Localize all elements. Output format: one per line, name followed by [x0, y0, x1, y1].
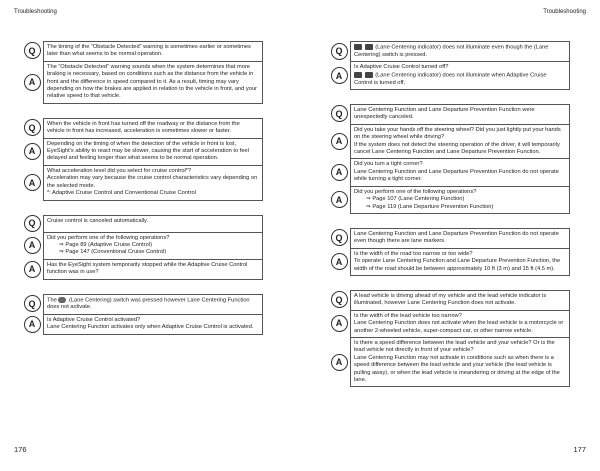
question-badge: Q	[331, 105, 348, 122]
answer-question: What acceleration level did you select for cruise control*?	[47, 167, 192, 174]
answer-detail: Lane Centering Function activates only when Adaptive Cruise Control is activated.	[47, 324, 254, 331]
answer-detail: To operate Lane Centering Function and Lane Departure Prevention Function, the width of the road should be between approximately 10 ft (3 m) and 15 ft (4.5 m).	[354, 258, 561, 272]
right-column	[328, 41, 570, 401]
answer-text: The “Obstacle Detected” warning sounds when the system determines that more braking is necessary, based on conditions such as the distance from the vehicle in front and the difference in speed compared to it. As a result, timing may vary depending on how the brakes are applied in relation to the vehicle in front, and your relative speed to that vehicle.	[43, 61, 263, 104]
answer-question: Did you take your hands off the steering wheel? Did you just lightly put your hands on the steering wheel while driving?	[354, 126, 561, 141]
left-column	[21, 41, 263, 349]
answer-text: Has the EyeSight system temporarily stopped while the Adaptive Cruise Control function was in use?	[43, 259, 263, 280]
answer-detail: If the system does not detect the steering operation of the driver, it will temporarily cancel Lane Centering Function and Lane Departure Prevention Function.	[354, 141, 560, 156]
page-reference-link[interactable]: ⇒ Page 119 (Lane Departure Prevention Function)	[366, 203, 494, 210]
page-reference-link[interactable]: ⇒ Page 89 (Adaptive Cruise Control)	[59, 241, 152, 248]
answer-detail	[354, 72, 566, 87]
answer-badge: A	[331, 191, 348, 208]
answer-detail: Lane Centering Function and Lane Departure Prevention Function do not operate while turning a tight corner.	[354, 168, 559, 183]
lane-centering-indicator-icon	[354, 44, 362, 50]
lane-centering-indicator-alt-icon	[365, 72, 373, 78]
question-text	[43, 294, 263, 314]
answer-badge: A	[331, 253, 348, 270]
answer-badge: A	[24, 143, 41, 160]
page-number-right: 177	[573, 445, 586, 454]
answer-text	[350, 337, 570, 387]
answer-detail: Acceleration may vary because the cruise control characteristics vary depending on the selected mode.	[47, 175, 258, 189]
answer-badge: A	[331, 133, 348, 150]
qa-block-cruise-canceled	[21, 215, 263, 280]
answer-text	[350, 248, 570, 276]
page-number-left: 176	[14, 445, 27, 454]
question-text-body: (Lane Centering indicator) does not illuminate even though the (Lane Centering) switch is pressed.	[354, 44, 549, 58]
answer-question: Is the width of the lead vehicle too narrow?	[354, 312, 462, 319]
question-badge: Q	[331, 43, 348, 60]
answer-question: Is Adaptive Cruise Control activated?	[47, 316, 141, 323]
answer-question: Is there a speed difference between the lead vehicle and your vehicle? Or is the lead vehicle not directly in front of your vehicle?	[354, 339, 555, 354]
answer-text	[350, 186, 570, 214]
answer-text	[350, 124, 570, 159]
answer-footnote: *: Adaptive Cruise Control and Conventional Cruise Control	[47, 190, 196, 197]
running-header-left: Troubleshooting	[14, 9, 57, 15]
qa-block-lane-indicator	[328, 41, 570, 90]
answer-badge: A	[24, 237, 41, 254]
question-text: Lane Centering Function and Lane Departure Prevention Function were unexpectedly canceled.	[350, 104, 570, 124]
question-badge: Q	[24, 42, 41, 59]
question-text: Cruise control is canceled automatically.	[43, 215, 263, 232]
question-text: A lead vehicle is driving ahead of my vehicle and the lead vehicle indicator is illuminated, however Lane Centering Function does not activate.	[350, 290, 570, 310]
qa-block-acceleration	[21, 118, 263, 201]
answer-text	[350, 310, 570, 337]
question-text-pre: The	[47, 297, 57, 304]
question-text	[350, 41, 570, 61]
answer-text	[43, 232, 263, 259]
answer-question: Is the width of the road too narrow or too wide?	[354, 250, 473, 257]
qa-block-obstacle-warning	[21, 41, 263, 104]
qa-block-lead-vehicle	[328, 290, 570, 387]
running-header-right: Troubleshooting	[543, 9, 586, 15]
qa-block-lane-centering-switch	[21, 294, 263, 335]
answer-text	[43, 165, 263, 201]
lane-centering-indicator-alt-icon	[365, 44, 373, 50]
question-badge: Q	[331, 229, 348, 246]
answer-question: Is Adaptive Cruise Control turned off?	[354, 64, 449, 71]
answer-badge: A	[331, 354, 348, 371]
question-badge: Q	[24, 215, 41, 232]
question-text: Lane Centering Function and Lane Departure Prevention Function do not operate even though there are lane markers.	[350, 228, 570, 248]
qa-block-road-width	[328, 228, 570, 276]
lane-centering-switch-icon	[58, 297, 66, 303]
lane-centering-indicator-icon	[354, 72, 362, 78]
answer-text	[43, 314, 263, 335]
answer-question: Did you perform one of the following operations?	[354, 188, 477, 195]
question-badge: Q	[331, 291, 348, 308]
answer-badge: A	[24, 316, 41, 333]
answer-text	[350, 158, 570, 185]
answer-badge: A	[331, 67, 348, 84]
qa-block-lane-canceled	[328, 104, 570, 214]
answer-question: Did you turn a tight corner?	[354, 161, 423, 168]
question-text: The timing of the “Obstacle Detected” warning is sometimes earlier or sometimes later than what seems to be normal operation.	[43, 41, 263, 61]
page-reference-link[interactable]: ⇒ Page 147 (Conventional Cruise Control)	[59, 249, 167, 256]
answer-text: Depending on the timing of when the detection of the vehicle in front is lost, EyeSight’s ability to react may be slower, causing the start of acceleration to feel delayed and feeling longer than what seems to be normal operation.	[43, 138, 263, 165]
page-reference-link[interactable]: ⇒ Page 107 (Lane Centering Function)	[366, 196, 465, 203]
answer-badge: A	[24, 74, 41, 91]
question-badge: Q	[24, 295, 41, 312]
answer-badge: A	[331, 164, 348, 181]
answer-badge: A	[331, 315, 348, 332]
answer-detail: Lane Centering Function may not activate in conditions such as when there is a speed difference between the lead vehicle and your vehicle (the lead vehicle is pulling away), or when the lead vehicle is meandering or driving at the edge of the lane.	[354, 354, 560, 383]
answer-text	[350, 61, 570, 90]
answer-question: Did you perform one of the following operations?	[47, 234, 170, 241]
question-text-post: (Lane Centering) switch was pressed however Lane Centering Function does not activate.	[47, 297, 250, 311]
answer-detail-body: (Lane Centering indicator) does not illuminate when Adaptive Cruise Control is turned off.	[354, 72, 547, 86]
question-badge: Q	[24, 119, 41, 136]
question-text: When the vehicle in front has turned off the roadway or the distance from the vehicle in front has increased, acceleration is sometimes slower or faster.	[43, 118, 263, 138]
answer-detail: Lane Centering Function does not activate when the lead vehicle is a motorcycle or another 2-wheeled vehicle, super-compact car, or other narrow vehicle.	[354, 320, 564, 334]
answer-badge: A	[24, 261, 41, 278]
answer-badge: A	[24, 174, 41, 191]
